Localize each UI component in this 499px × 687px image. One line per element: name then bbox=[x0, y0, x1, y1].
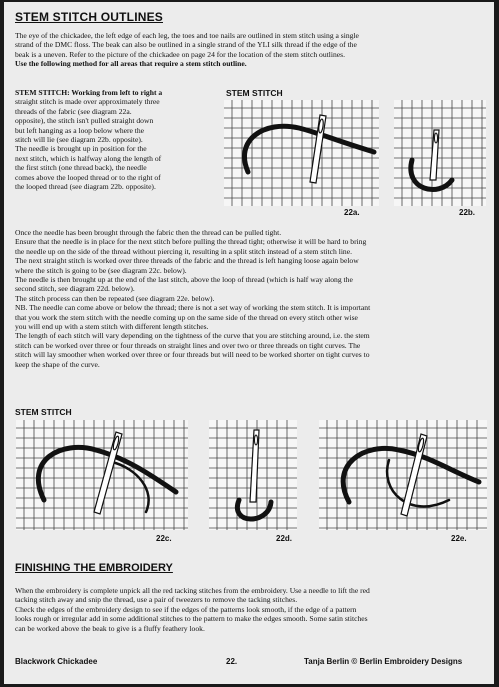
page-title: STEM STITCH OUTLINES bbox=[15, 10, 163, 24]
method-line: the first stitch (one thread back), the needle bbox=[15, 163, 147, 173]
body-line: The stitch process can then be repeated (see diagram 22e. below). bbox=[15, 293, 215, 303]
body-line: The needle is then brought up at the end of the last stitch, above the loop of thread (which is half way along the bbox=[15, 275, 353, 285]
diagram-22d-graphic bbox=[209, 420, 297, 530]
body-line: keep the shape of the curve. bbox=[15, 359, 100, 369]
intro-paragraph bbox=[15, 31, 485, 69]
method-line: STEM STITCH: Working from left to right a bbox=[15, 88, 163, 97]
footer-right: Tanja Berlin © Berlin Embroidery Designs bbox=[304, 657, 463, 666]
intro-line: beak is a uneven. Refer to the picture of the chickadee on page 24 for the location of the stem stitch outlines. bbox=[15, 49, 346, 59]
intro-line: The eye of the chickadee, the left edge of each leg, the toes and toe nails are outlined in stem stitch using a single bbox=[15, 31, 359, 40]
body-line: The next straight stitch is worked over three threads of the fabric and the thread is left hanging loose again below bbox=[15, 256, 359, 266]
finishing-paragraph bbox=[15, 586, 487, 633]
intro-line: strand of the DMC floss. The beak can also be outlined in a single strand of the YLI silk thread if the edge of the bbox=[15, 40, 357, 50]
intro-bold-line: Use the following method for all areas that require a stem stitch outline. bbox=[15, 59, 247, 69]
body-line: The length of each stitch will vary depending on the tightness of the curve that you are stitching around, i.e. the stem bbox=[15, 331, 370, 341]
finishing-title: FINISHING THE EMBROIDERY bbox=[15, 562, 173, 574]
caption-22d: 22d. bbox=[276, 534, 293, 543]
page bbox=[4, 2, 494, 684]
body-line: that you work the stem stitch with the needle coming up on the same side of the thread on every stitch other wise bbox=[15, 312, 358, 322]
method-line: next stitch, which is halfway along the length of bbox=[15, 153, 162, 163]
diagram-22d bbox=[209, 420, 297, 530]
body-line: stitch can be worked over three or four threads on straight lines and over two or three threads on tight curves. The bbox=[15, 340, 361, 350]
body-line: second stitch, see diagram 22d. below). bbox=[15, 284, 135, 294]
method-line: but left hanging as a loop below where the bbox=[15, 125, 145, 135]
diagram-22e-graphic bbox=[319, 420, 487, 530]
footer-left: Blackwork Chickadee bbox=[15, 657, 98, 666]
body-line: you will end up with a stem stitch with different length stitches. bbox=[15, 322, 209, 332]
method-line: comes above the looped thread or to the right of bbox=[15, 172, 161, 182]
caption-22a: 22a. bbox=[344, 208, 360, 217]
body-line: Ensure that the needle is in place for the next stitch before pulling the thread tight; otherwise it will be hard to bring bbox=[15, 237, 367, 247]
stem-method-paragraph bbox=[15, 88, 211, 191]
finishing-line: can be worked above the beak to give is a fluffy feathery look. bbox=[15, 623, 205, 633]
body-paragraph bbox=[15, 228, 487, 369]
method-line: opposite), the stitch isn't pulled straight down bbox=[15, 116, 154, 126]
method-line: straight stitch is made over approximately three bbox=[15, 97, 160, 107]
caption-22c: 22c. bbox=[156, 534, 172, 543]
diagram-label-mid: STEM STITCH bbox=[15, 407, 72, 417]
diagram-22c bbox=[16, 420, 188, 530]
method-line: stitch will lie (see diagram 22b. opposite). bbox=[15, 135, 143, 145]
finishing-line: looks rough or irregular add in some additional stitches to the pattern to make the edges smooth. Some satin stitches bbox=[15, 614, 368, 624]
diagram-22a-graphic bbox=[224, 100, 379, 206]
body-line: stitch will lay smoother when worked over three or four threads but will need to be worked shorter on tight curves to bbox=[15, 350, 370, 360]
finishing-line: When the embroidery is complete unpick all the red tacking stitches from the embroidery. Use a needle to lift the red bbox=[15, 586, 370, 595]
body-line: NB. The needle can come above or below the thread; there is not a set way of working the stem stitch. It is important bbox=[15, 303, 371, 313]
method-line: the looped thread (see diagram 22b. opposite). bbox=[15, 182, 156, 192]
body-line: Once the needle has been brought through the fabric then the thread can be pulled tight. bbox=[15, 228, 282, 237]
diagram-22a bbox=[224, 100, 379, 206]
diagram-label-top: STEM STITCH bbox=[226, 88, 283, 98]
diagram-22b bbox=[394, 100, 486, 206]
caption-22e: 22e. bbox=[451, 534, 467, 543]
diagram-22e bbox=[319, 420, 487, 530]
body-line: where the stitch is going to be (see diagram 22c. below). bbox=[15, 265, 187, 275]
body-line: the needle up on the side of the thread without piercing it, resulting in a split stitch instead of a stem stitch line. bbox=[15, 246, 353, 256]
finishing-line: tacking stitch away and snip the thread, use a pair of tweezers to remove the tacking stitches. bbox=[15, 595, 298, 605]
diagram-22c-graphic bbox=[16, 420, 188, 530]
finishing-line: Check the edges of the embroidery design to see if the edges of the patterns look smooth, if the edge of a pattern bbox=[15, 604, 357, 614]
caption-22b: 22b. bbox=[459, 208, 476, 217]
diagram-22b-graphic bbox=[394, 100, 486, 206]
footer-page-number: 22. bbox=[226, 657, 238, 666]
method-line: The needle is brought up in position for the bbox=[15, 144, 147, 154]
method-line: threads of the fabric (see diagram 22a. bbox=[15, 106, 132, 116]
